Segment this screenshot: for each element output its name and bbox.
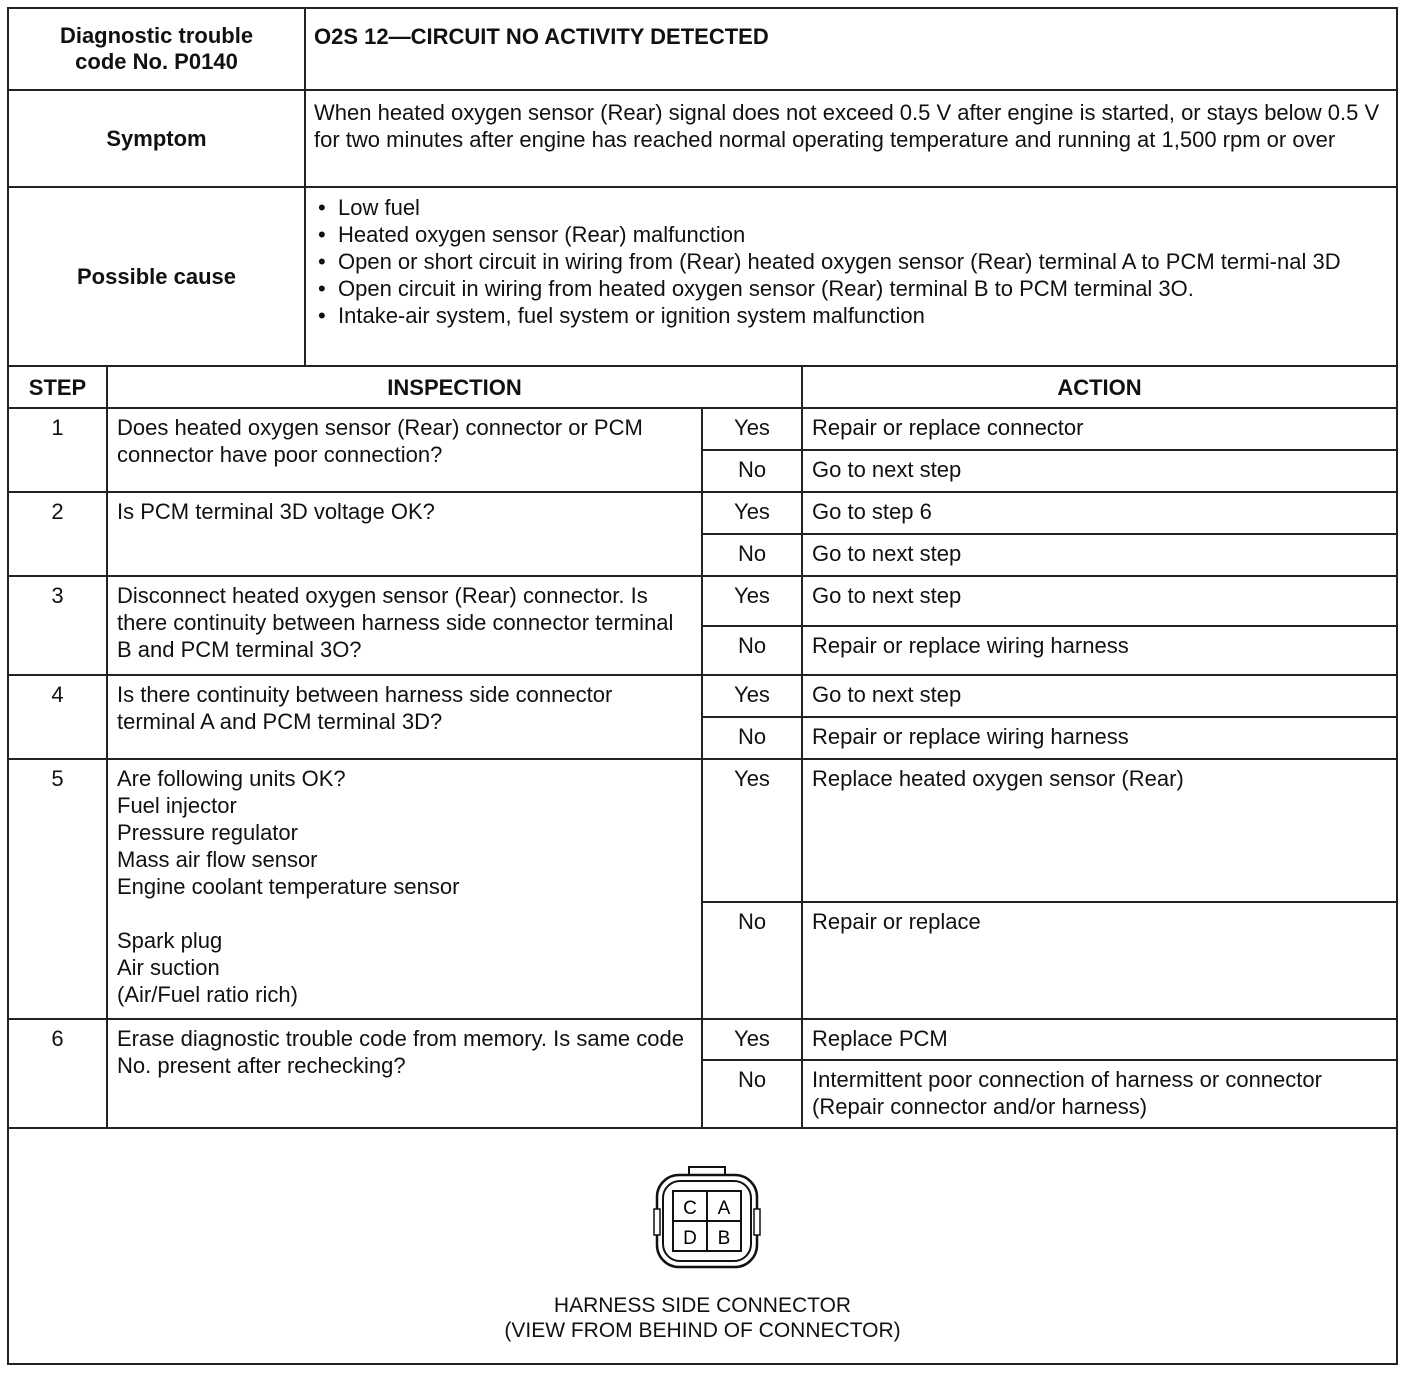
inspection-text: Is PCM terminal 3D voltage OK? <box>107 492 702 576</box>
step-number: 4 <box>9 675 107 759</box>
cause-item: • Heated oxygen sensor (Rear) malfunction <box>314 221 1388 248</box>
inspection-line: (Air/Fuel ratio rich) <box>117 982 298 1007</box>
pin-d: D <box>683 1228 697 1249</box>
pin-a: A <box>717 1198 731 1219</box>
cause-list <box>314 194 1388 329</box>
step-number: 2 <box>9 492 107 576</box>
table-row <box>9 675 1396 717</box>
cause-item: • Open circuit in wiring from heated oxygen sensor (Rear) terminal B to PCM terminal 3O. <box>314 275 1388 302</box>
step-number: 1 <box>9 408 107 492</box>
connector-figure <box>9 1127 1396 1363</box>
table-row <box>9 1019 1396 1060</box>
inspection-text: Erase diagnostic trouble code from memory. Is same code No. present after rechecking? <box>107 1019 702 1128</box>
inspection-text: Disconnect heated oxygen sensor (Rear) connector. Is there continuity between harness side connector terminal B and PCM terminal 3O? <box>107 576 702 675</box>
pin-c: C <box>683 1198 697 1219</box>
yes-action: Go to step 6 <box>802 492 1396 534</box>
table-header-row <box>9 366 1396 408</box>
inspection-line: Engine coolant temperature sensor <box>117 874 460 899</box>
inspection-line: Are following units OK? <box>117 766 346 791</box>
table-row <box>9 759 1396 902</box>
inspection-text: Does heated oxygen sensor (Rear) connector or PCM connector have poor connection? <box>107 408 702 492</box>
no-label: No <box>702 534 802 576</box>
yes-action: Replace PCM <box>802 1019 1396 1060</box>
no-action: Go to next step <box>802 450 1396 492</box>
cause-row <box>9 188 1396 365</box>
inspection-table <box>9 365 1396 1129</box>
inspection-line: Air suction <box>117 955 220 980</box>
dtc-row <box>9 9 1396 91</box>
table-row <box>9 492 1396 534</box>
cause-item: • Low fuel <box>314 194 1388 221</box>
col-step: STEP <box>9 366 107 408</box>
inspection-line: Mass air flow sensor <box>117 847 318 872</box>
table-row <box>9 576 1396 626</box>
no-action: Go to next step <box>802 534 1396 576</box>
yes-label: Yes <box>702 759 802 902</box>
inspection-line-blank <box>117 900 692 927</box>
symptom-row <box>9 91 1396 188</box>
diagnostic-sheet <box>7 7 1398 1365</box>
no-action: Repair or replace <box>802 902 1396 1019</box>
yes-action: Go to next step <box>802 675 1396 717</box>
yes-label: Yes <box>702 408 802 450</box>
cause-item: • Open or short circuit in wiring from (Rear) heated oxygen sensor (Rear) terminal A to PCM termi-nal 3D <box>314 248 1388 275</box>
symptom-text: When heated oxygen sensor (Rear) signal does not exceed 0.5 V after engine is started, or stays below 0.5 V for two minutes after engine has reached normal operating temperature and running at 1,500 rpm or over <box>314 100 1380 152</box>
no-label: No <box>702 626 802 675</box>
inspection-text: Is there continuity between harness side connector terminal A and PCM terminal 3D? <box>107 675 702 759</box>
step-number: 5 <box>9 759 107 1019</box>
table-row <box>9 408 1396 450</box>
col-inspection: INSPECTION <box>107 366 802 408</box>
no-label: No <box>702 717 802 759</box>
yes-action: Go to next step <box>802 576 1396 626</box>
no-action: Repair or replace wiring harness <box>802 626 1396 675</box>
yes-label: Yes <box>702 492 802 534</box>
step-number: 6 <box>9 1019 107 1128</box>
yes-action: Replace heated oxygen sensor (Rear) <box>802 759 1396 902</box>
inspection-text <box>107 759 702 1019</box>
yes-label: Yes <box>702 576 802 626</box>
no-label: No <box>702 1060 802 1128</box>
col-action: ACTION <box>802 366 1396 408</box>
connector-caption <box>9 1293 1396 1343</box>
yes-label: Yes <box>702 675 802 717</box>
connector-diagram <box>651 1161 763 1273</box>
cause-label: Possible cause <box>9 188 306 365</box>
no-action: Intermittent poor connection of harness or connector (Repair connector and/or harness) <box>802 1060 1396 1128</box>
caption-line: HARNESS SIDE CONNECTOR <box>553 1294 852 1317</box>
inspection-line: Fuel injector <box>117 793 237 818</box>
step-number: 3 <box>9 576 107 675</box>
caption-line: (VIEW FROM BEHIND OF CONNECTOR) <box>504 1319 901 1342</box>
no-action: Repair or replace wiring harness <box>802 717 1396 759</box>
yes-label: Yes <box>702 1019 802 1060</box>
dtc-label: Diagnostic trouble code No. P0140 <box>9 9 306 89</box>
dtc-title: O2S 12—CIRCUIT NO ACTIVITY DETECTED <box>314 24 769 49</box>
no-label: No <box>702 450 802 492</box>
cause-item: • Intake-air system, fuel system or ignition system malfunction <box>314 302 1388 329</box>
yes-action: Repair or replace connector <box>802 408 1396 450</box>
no-label: No <box>702 902 802 1019</box>
symptom-label: Symptom <box>9 91 306 186</box>
inspection-line: Pressure regulator <box>117 820 298 845</box>
inspection-line: Spark plug <box>117 928 223 953</box>
pin-b: B <box>717 1228 731 1249</box>
